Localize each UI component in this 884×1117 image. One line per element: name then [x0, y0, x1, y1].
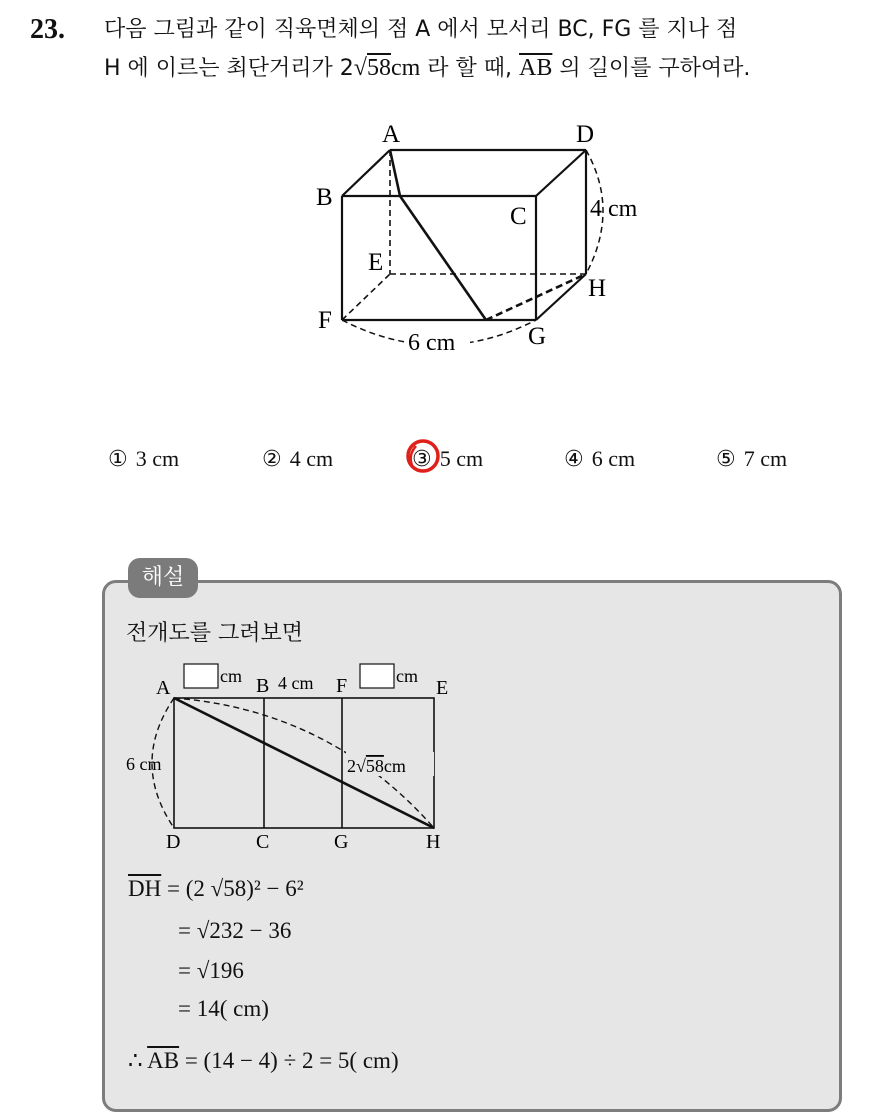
net-label-b: B: [256, 675, 270, 697]
label-h: H: [588, 275, 607, 302]
question-text-part: H 에 이르는 최단거리가 2: [104, 56, 354, 81]
selected-circle-icon: [404, 437, 442, 475]
choice-5[interactable]: ⑤ 7 cm: [716, 446, 788, 472]
label-d: D: [576, 121, 595, 148]
net-label-h: H: [426, 831, 441, 853]
equation-1: $\overline{DH} = (2$ √58)² − 6²: [128, 876, 304, 901]
explanation-tag: 해설: [128, 558, 198, 598]
question-text-part: 라 할 때,: [420, 56, 520, 81]
net-unit-1: cm: [220, 666, 242, 686]
net-dim-4cm: 4 cm: [278, 673, 314, 693]
dimension-width: 6 cm: [408, 330, 456, 356]
sqrt-symbol: √: [353, 55, 367, 81]
net-label-a: A: [156, 677, 171, 699]
dimension-height: 4 cm: [590, 196, 638, 222]
label-e: E: [368, 249, 384, 276]
equation-conclusion: ∴ $\overline{AB} = (14 - 4) \div 2 = 5$( cm): [128, 1048, 399, 1073]
choice-1[interactable]: ① 3 cm: [108, 446, 180, 472]
unit-text: cm: [390, 55, 421, 81]
net-diag-label: 2√58cm: [347, 756, 406, 776]
question-line-2: [104, 52, 750, 85]
equation-2: = √232 − 36: [178, 918, 292, 943]
label-c: C: [510, 203, 527, 230]
sqrt-value: 58: [366, 55, 391, 81]
segment-ab: $\overline{AB}$: [519, 55, 553, 81]
question-text-part: 의 길이를 구하여라.: [552, 56, 751, 81]
equation-3: = √196: [178, 958, 244, 983]
cuboid-figure: [300, 110, 660, 360]
net-label-g: G: [334, 831, 349, 853]
net-label-f: F: [336, 675, 348, 697]
label-f: F: [318, 307, 332, 334]
choice-4[interactable]: ④ 6 cm: [564, 446, 636, 472]
equation-4: = 14( cm): [178, 996, 269, 1021]
net-label-c: C: [256, 831, 270, 853]
net-diagram: [110, 660, 470, 860]
net-label-e: E: [436, 677, 449, 699]
label-g: G: [528, 323, 547, 350]
net-dim-6cm: 6 cm: [126, 754, 162, 774]
explanation-intro: 전개도를 그려보면: [126, 621, 304, 646]
question-number: 23.: [30, 14, 65, 45]
net-unit-3: cm: [396, 666, 418, 686]
answer-choices: [0, 446, 884, 478]
choice-3[interactable]: ③ 5 cm: [412, 446, 484, 472]
label-b: B: [316, 184, 333, 211]
label-a: A: [382, 121, 401, 148]
choice-2[interactable]: ② 4 cm: [262, 446, 334, 472]
net-label-d: D: [166, 831, 181, 853]
question-line-1: 다음 그림과 같이 직육면체의 점 A 에서 모서리 BC, FG 를 지나 점: [104, 17, 738, 42]
